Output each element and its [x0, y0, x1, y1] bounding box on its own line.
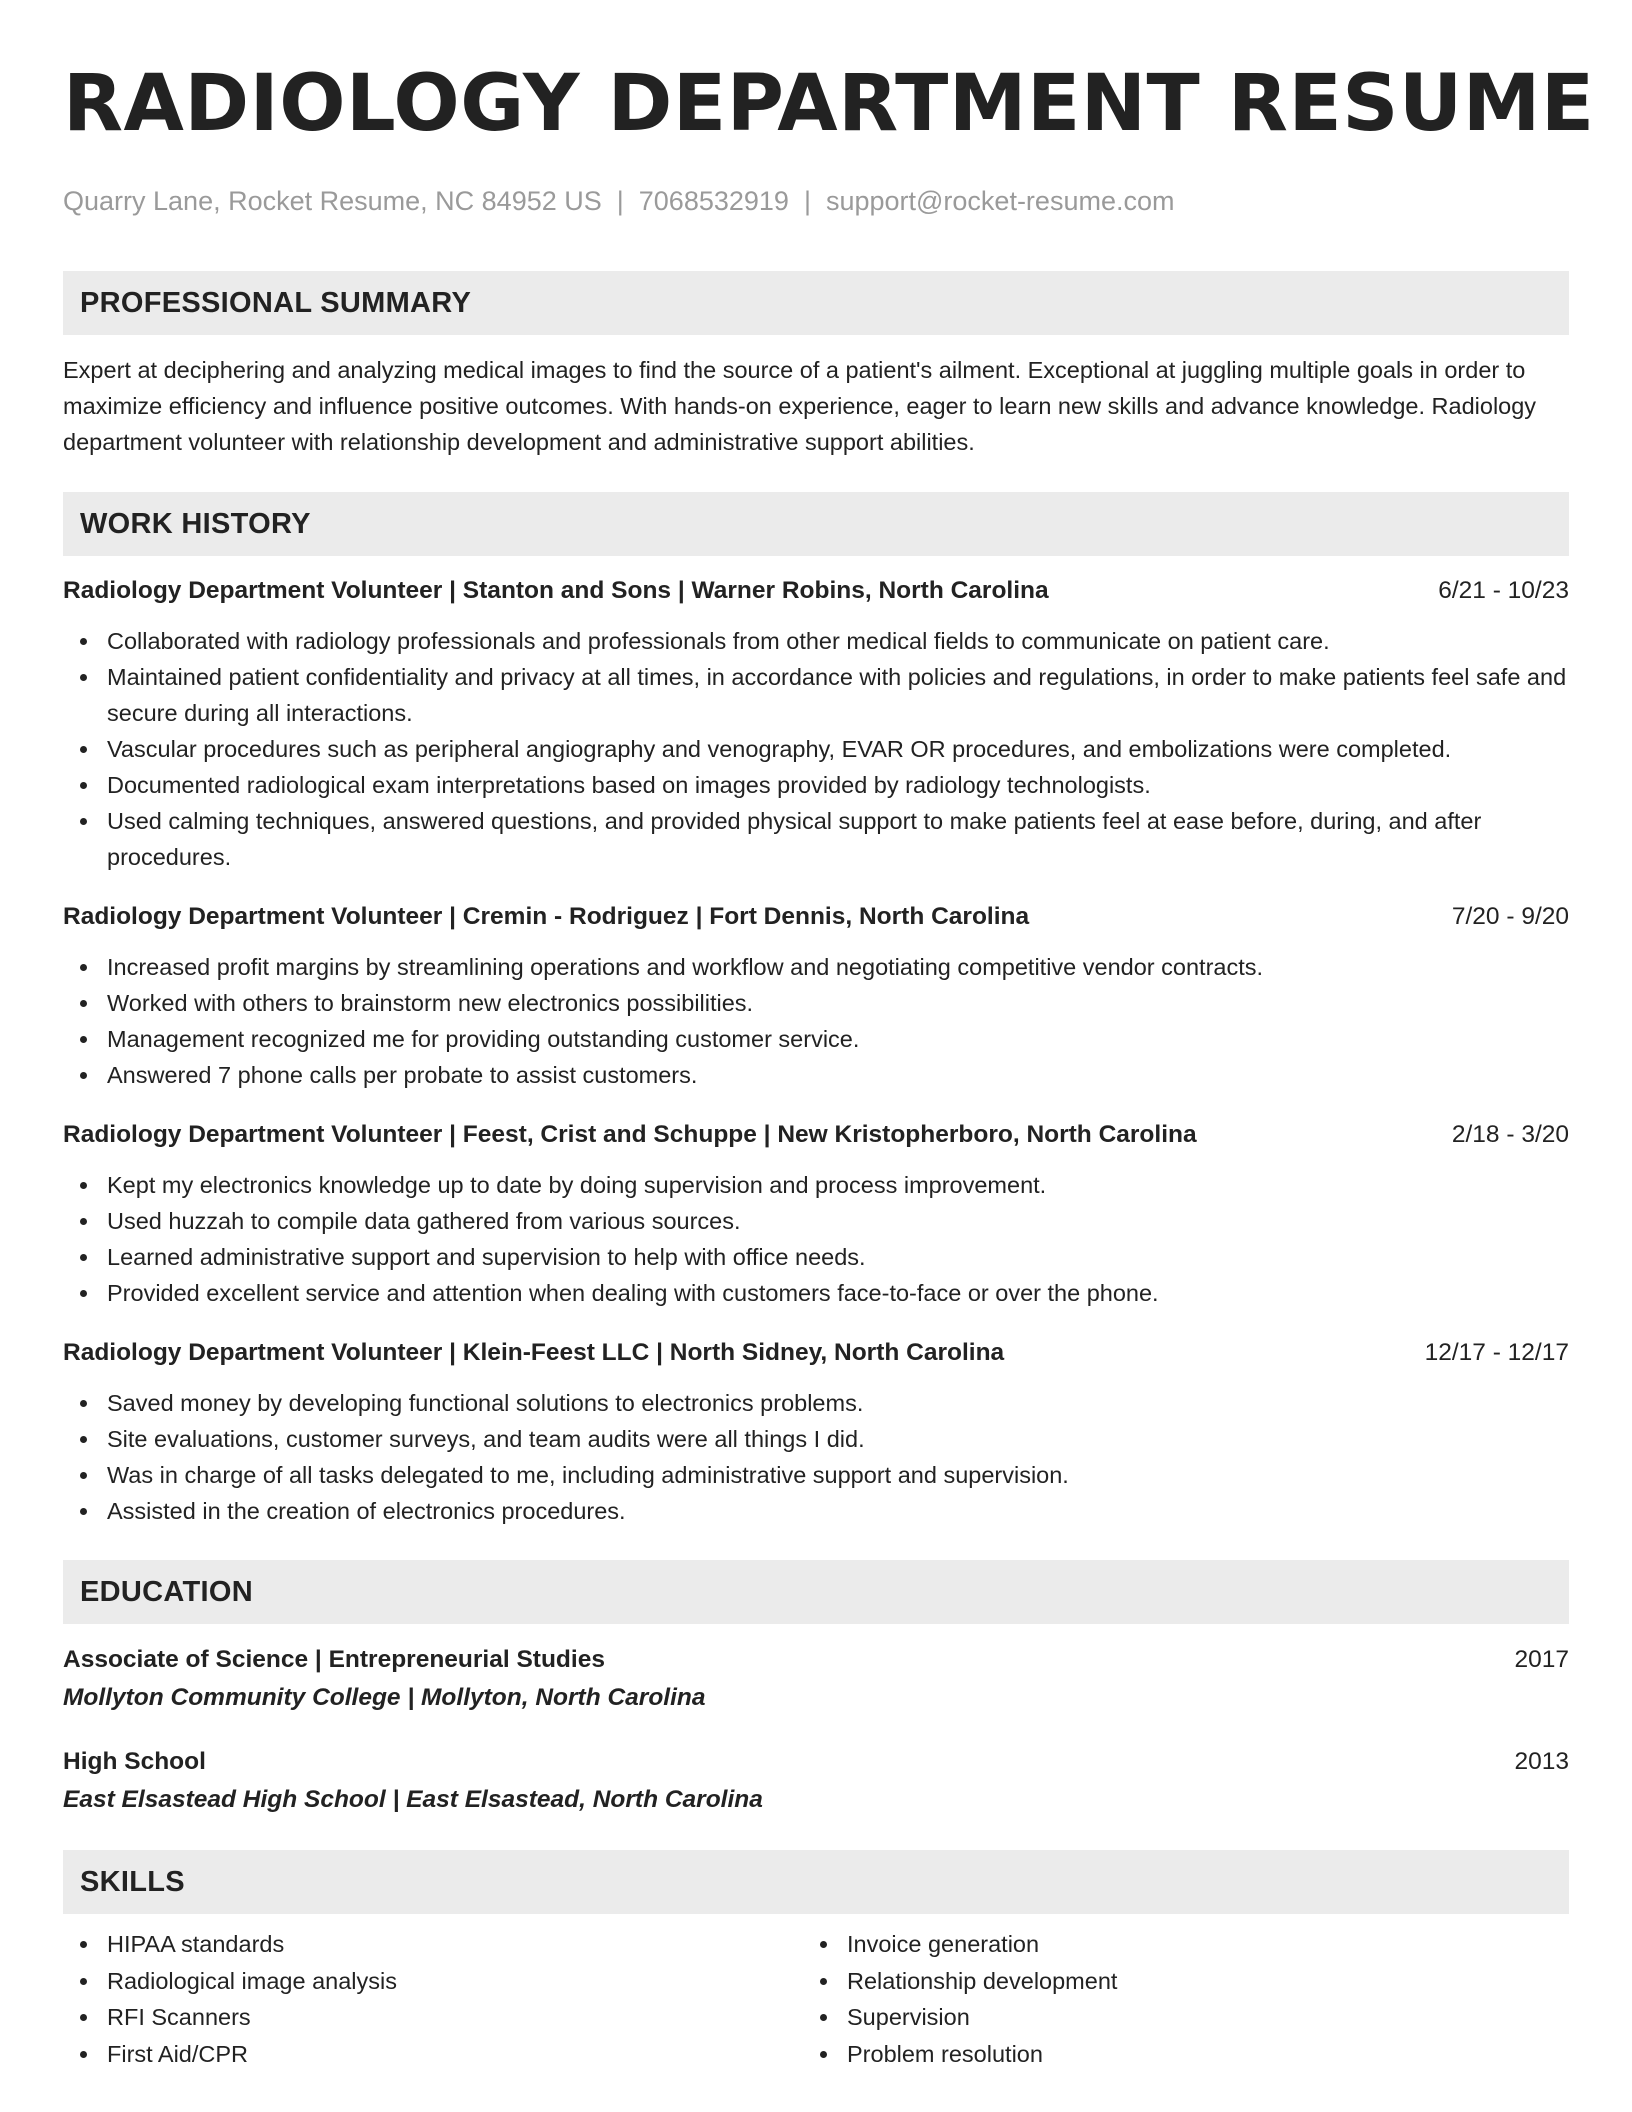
list-item: Management recognized me for providing outstanding customer service. [63, 1021, 1569, 1057]
job-dates: 7/20 - 9/20 [1451, 903, 1569, 930]
list-item: Assisted in the creation of electronics procedures. [63, 1493, 1569, 1529]
skills-column-right [803, 1926, 1543, 2072]
job-title: Radiology Department Volunteer | Stanton and Sons | Warner Robins, North Carolina [63, 577, 1049, 604]
contact-line [63, 184, 1569, 218]
list-item: Collaborated with radiology professionals and professionals from other medical fields to communicate on patient care. [63, 623, 1569, 659]
education-degree: High School [63, 1748, 206, 1775]
education-school: Mollyton Community College | Mollyton, North Carolina [63, 1684, 706, 1711]
job-dates: 6/21 - 10/23 [1438, 577, 1569, 604]
job-title: Radiology Department Volunteer | Cremin - Rodriguez | Fort Dennis, North Carolina [63, 903, 1030, 930]
list-item: Increased profit margins by streamlining operations and workflow and negotiating competitive vendor contracts. [63, 949, 1569, 985]
education-degree: Associate of Science | Entrepreneurial Studies [63, 1646, 605, 1673]
skill-item: HIPAA standards [63, 1926, 803, 1963]
section-heading-summary: PROFESSIONAL SUMMARY [63, 271, 1569, 335]
list-item: Was in charge of all tasks delegated to me, including administrative support and supervision. [63, 1457, 1569, 1493]
skills-column-left [63, 1926, 803, 2072]
list-item: Site evaluations, customer surveys, and team audits were all things I did. [63, 1421, 1569, 1457]
list-item: Used huzzah to compile data gathered from various sources. [63, 1203, 1569, 1239]
job-bullet-list [63, 1385, 1569, 1529]
job-dates: 12/17 - 12/17 [1424, 1339, 1569, 1366]
job-title: Radiology Department Volunteer | Feest, Crist and Schuppe | New Kristopherboro, North Carolina [63, 1121, 1197, 1148]
section-heading-work-history: WORK HISTORY [63, 492, 1569, 556]
section-heading-skills: SKILLS [63, 1850, 1569, 1914]
list-item: Documented radiological exam interpretations based on images provided by radiology technologists. [63, 767, 1569, 803]
list-item: Kept my electronics knowledge up to date by doing supervision and process improvement. [63, 1167, 1569, 1203]
section-heading-education: EDUCATION [63, 1560, 1569, 1624]
job-entry [63, 1336, 1569, 1529]
list-item: Worked with others to brainstorm new electronics possibilities. [63, 985, 1569, 1021]
skill-item: Supervision [803, 1999, 1543, 2036]
list-item: Learned administrative support and supervision to help with office needs. [63, 1239, 1569, 1275]
education-year: 2013 [1514, 1748, 1569, 1775]
skill-item: RFI Scanners [63, 1999, 803, 2036]
education-entry [63, 1744, 1569, 1820]
job-bullet-list [63, 949, 1569, 1093]
list-item: Provided excellent service and attention when dealing with customers face-to-face or over the phone. [63, 1275, 1569, 1311]
job-bullet-list [63, 1167, 1569, 1311]
job-dates: 2/18 - 3/20 [1451, 1121, 1569, 1148]
skill-item: Relationship development [803, 1963, 1543, 2000]
job-bullet-list [63, 623, 1569, 875]
job-title: Radiology Department Volunteer | Klein-Feest LLC | North Sidney, North Carolina [63, 1339, 1005, 1366]
skill-item: Problem resolution [803, 2036, 1543, 2073]
education-school: East Elsastead High School | East Elsastead, North Carolina [63, 1786, 763, 1813]
job-entry [63, 1118, 1569, 1311]
contact-address: Quarry Lane, Rocket Resume, NC 84952 US [63, 186, 602, 216]
job-entry [63, 574, 1569, 875]
list-item: Maintained patient confidentiality and privacy at all times, in accordance with policies and regulations, in order to make patients feel safe and secure during all interactions. [63, 659, 1569, 731]
contact-separator: | [616, 186, 624, 216]
skill-item: Invoice generation [803, 1926, 1543, 1963]
education-year: 2017 [1514, 1646, 1569, 1673]
list-item: Vascular procedures such as peripheral angiography and venography, EVAR OR procedures, and embolizations were completed. [63, 731, 1569, 767]
contact-separator: | [803, 186, 811, 216]
resume-title: RADIOLOGY DEPARTMENT RESUME [63, 59, 1595, 149]
list-item: Answered 7 phone calls per probate to assist customers. [63, 1057, 1569, 1093]
contact-phone: 7068532919 [638, 186, 789, 216]
contact-email: support@rocket-resume.com [825, 186, 1175, 216]
list-item: Used calming techniques, answered questions, and provided physical support to make patients feel at ease before, during, and after procedures. [63, 803, 1569, 875]
list-item: Saved money by developing functional solutions to electronics problems. [63, 1385, 1569, 1421]
summary-text: Expert at deciphering and analyzing medical images to find the source of a patient's ailment. Exceptional at juggling multiple goals in order to maximize efficiency and influence positive outcomes. With hands-on experience, eager to learn new skills and advance knowledge. Radiology department volunteer with relationship development and administrative support abilities. [63, 357, 1537, 455]
skills-grid [63, 1926, 1569, 2072]
education-entry [63, 1642, 1569, 1718]
job-entry [63, 900, 1569, 1093]
skill-item: First Aid/CPR [63, 2036, 803, 2073]
skill-item: Radiological image analysis [63, 1963, 803, 2000]
